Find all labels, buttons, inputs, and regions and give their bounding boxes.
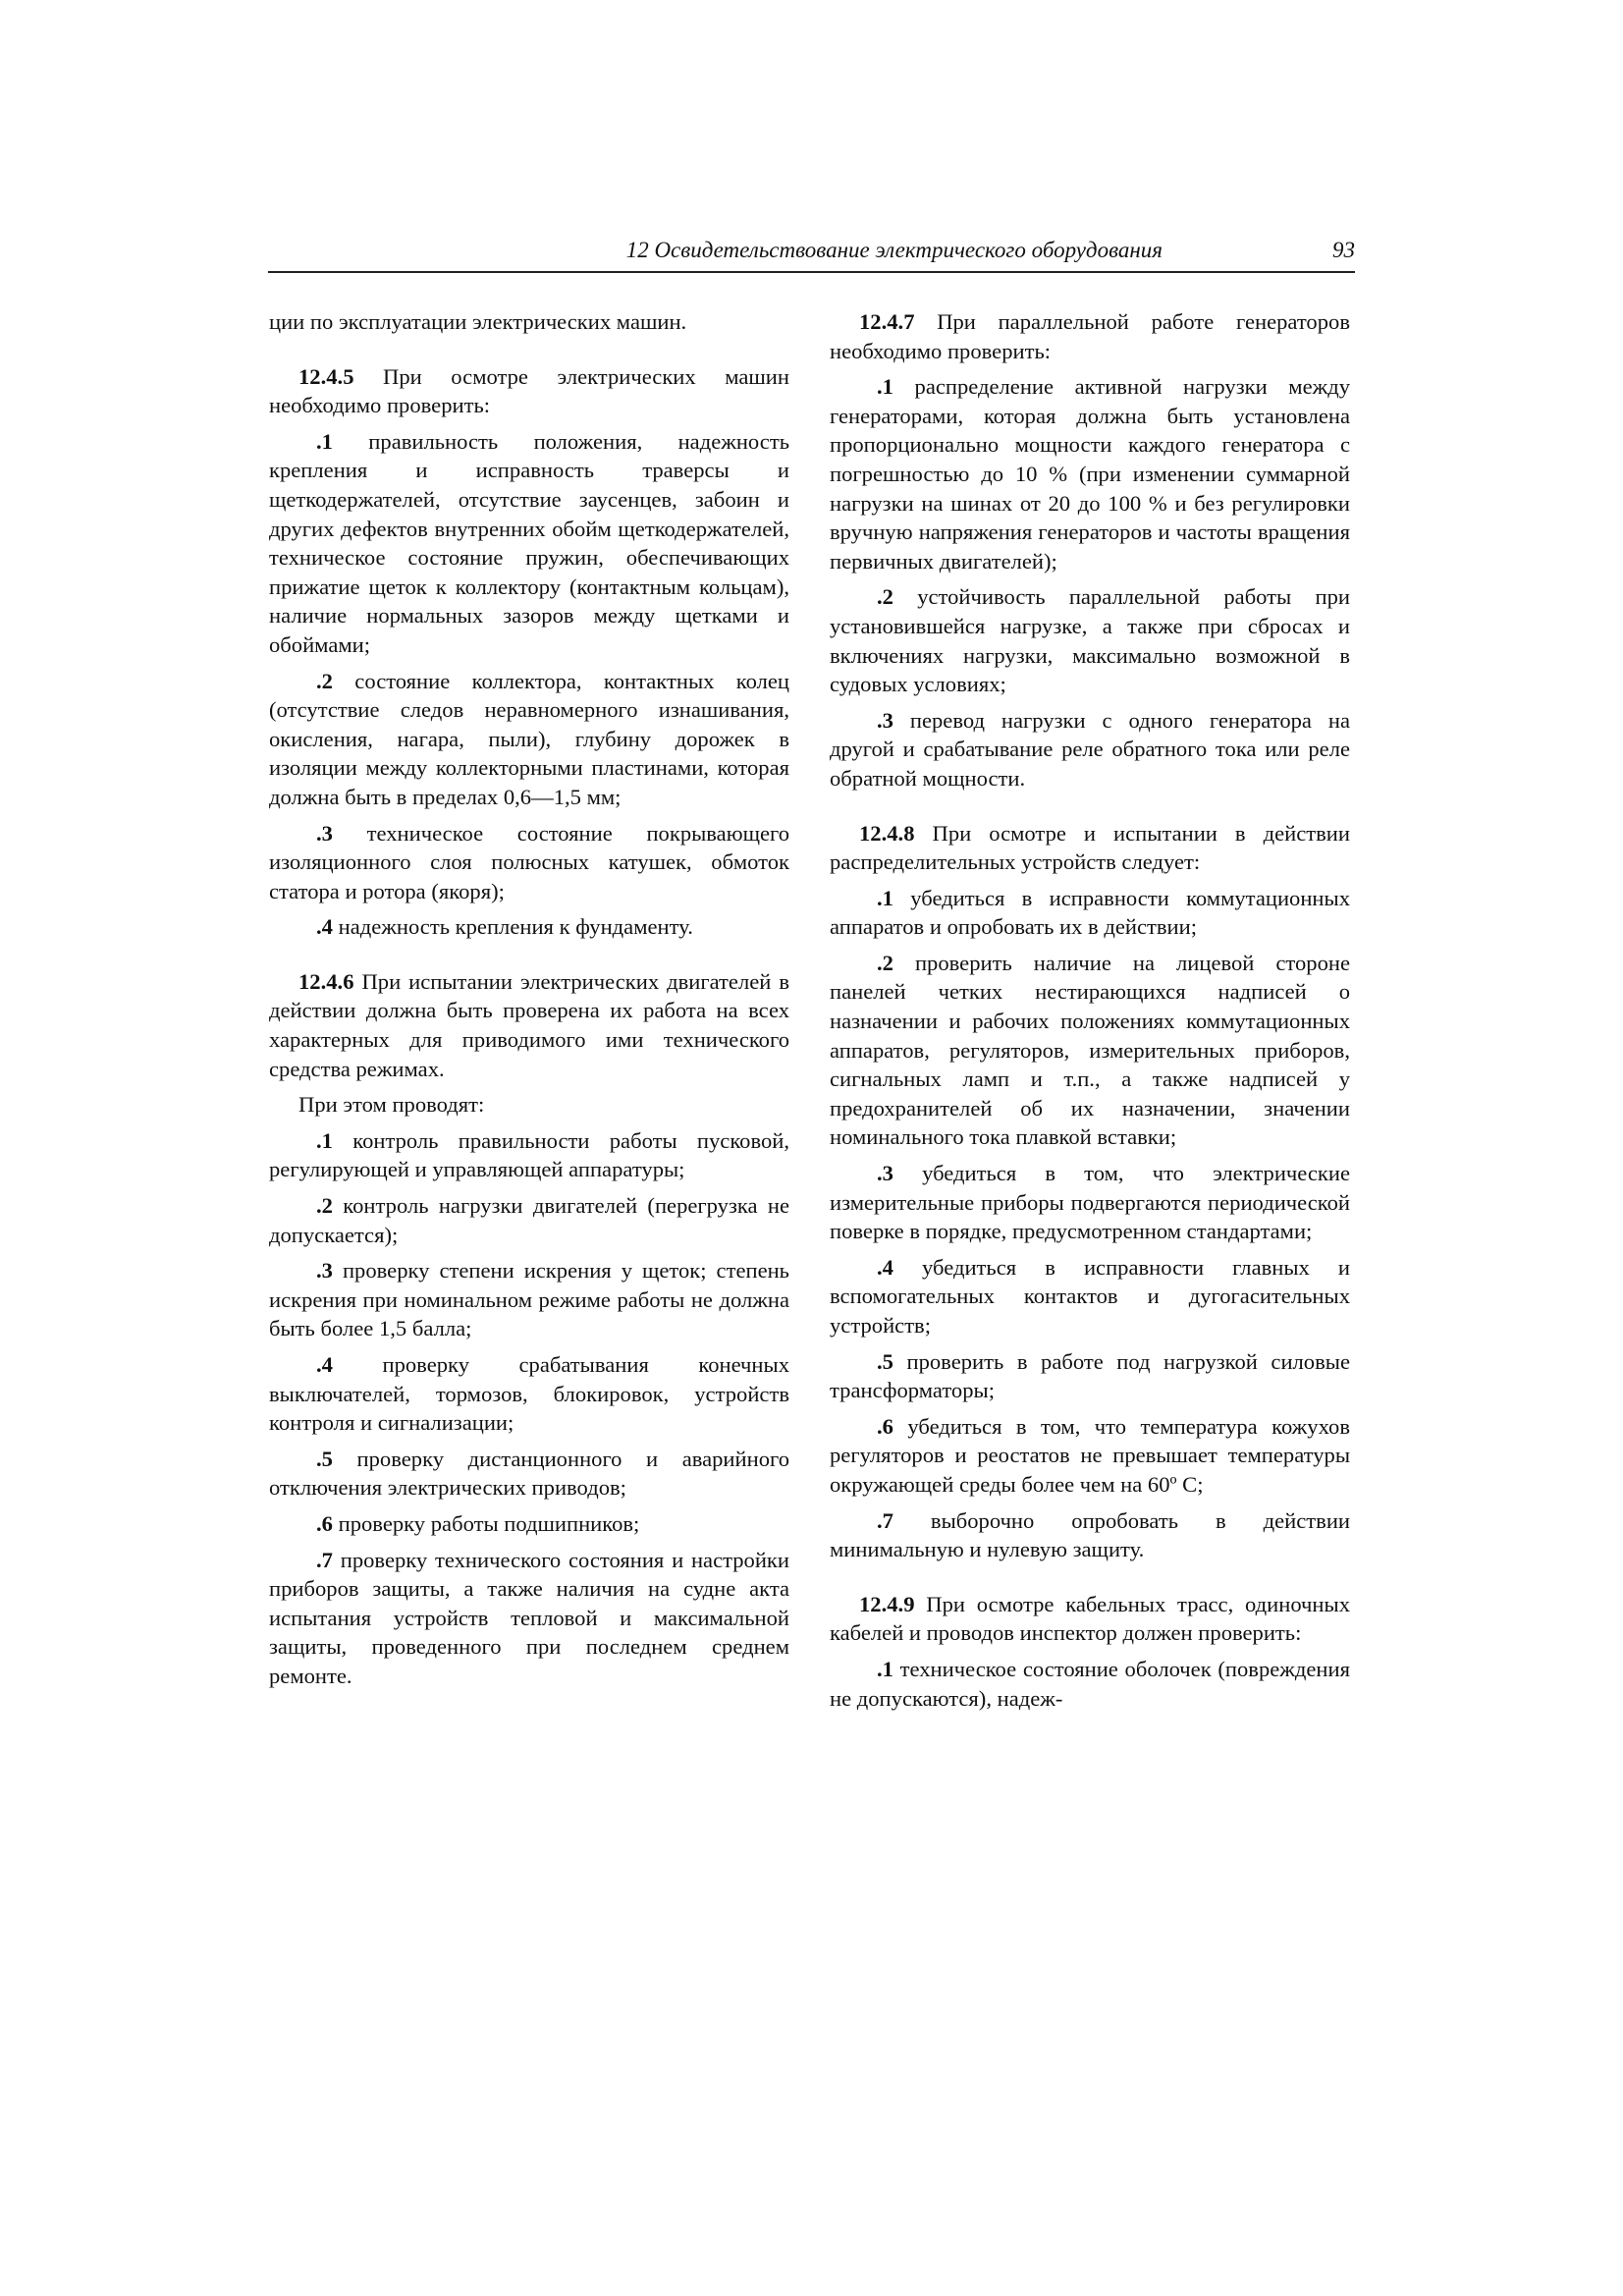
item-number: .6 bbox=[316, 1510, 333, 1536]
item-number: .4 bbox=[877, 1254, 893, 1280]
section-text: При испытании электрических двигателей в действии должна быть проверена их работа на всех характерных для приводимого ими технического средства режимах. bbox=[269, 968, 789, 1081]
item-text: перевод нагрузки с одного генератора на другой и срабатывание реле обратного тока или реле обратной мощности. bbox=[830, 707, 1350, 791]
section-12-4-8 bbox=[830, 819, 1350, 877]
item-number: .3 bbox=[316, 1258, 333, 1284]
item-text: техническое состояние оболочек (повреждения не допускаются), надеж- bbox=[830, 1656, 1350, 1711]
item-number: .1 bbox=[877, 374, 893, 400]
section-text: При осмотре кабельных трасс, одиночных кабелей и проводов инспектор должен проверить: bbox=[830, 1591, 1350, 1646]
section-12-4-7 bbox=[830, 307, 1350, 365]
section-number: 12.4.8 bbox=[859, 820, 915, 846]
list-item bbox=[269, 1546, 789, 1691]
item-text: проверку работы подшипников; bbox=[332, 1510, 640, 1536]
item-text: распределение активной нагрузки между генераторами, которая должна быть установлена пропорционально мощности каждого генератора с погрешностью до 10 % (при изменении суммарной нагрузки на шинах от 20 до 100 % и без регулировки вручную напряжения генераторов и частоты вращения первичных двигателей); bbox=[830, 374, 1350, 574]
list-item bbox=[830, 1347, 1350, 1405]
item-number: .1 bbox=[877, 885, 893, 910]
list-item bbox=[830, 1655, 1350, 1713]
section-number: 12.4.6 bbox=[298, 968, 354, 994]
section-text: При параллельной работе генераторов необходимо проверить: bbox=[830, 309, 1350, 363]
item-number: .2 bbox=[316, 668, 333, 693]
section-text: При осмотре электрических машин необходимо проверить: bbox=[269, 363, 789, 418]
item-text: контроль правильности работы пусковой, регулирующей и управляющей аппаратуры; bbox=[269, 1127, 789, 1182]
item-text: проверку дистанционного и аварийного отключения электрических приводов; bbox=[269, 1446, 789, 1501]
running-header bbox=[268, 236, 1355, 273]
list-item bbox=[269, 1126, 789, 1184]
item-text: надежность крепления к фундаменту. bbox=[332, 914, 693, 940]
list-item bbox=[269, 1191, 789, 1249]
item-number: .5 bbox=[877, 1348, 893, 1374]
item-text: выборочно опробовать в действии минимальную и нулевую защиту. bbox=[830, 1507, 1350, 1562]
item-text: устойчивость параллельной работы при установившейся нагрузке, а также при сбросах и включениях нагрузки, максимально возможной в судовых условиях; bbox=[830, 584, 1350, 697]
item-number: .4 bbox=[316, 1352, 333, 1377]
list-item bbox=[830, 582, 1350, 698]
item-text: убедиться в исправности главных и вспомогательных контактов и дугогасительных устройств; bbox=[830, 1254, 1350, 1338]
item-text: техническое состояние покрывающего изоляционного слоя полюсных катушек, обмоток статора и ротора (якоря); bbox=[269, 820, 789, 903]
item-number: .2 bbox=[316, 1193, 333, 1219]
item-number: .2 bbox=[877, 950, 893, 975]
item-number: .3 bbox=[316, 820, 333, 846]
item-text: убедиться в том, что температура кожухов регуляторов и реостатов не превышает температуры окружающей среды более чем на 60º С; bbox=[830, 1413, 1350, 1497]
item-text: контроль нагрузки двигателей (перегрузка не допускается); bbox=[269, 1193, 789, 1247]
list-item bbox=[269, 819, 789, 906]
item-number: .7 bbox=[316, 1547, 333, 1572]
section-12-4-9 bbox=[830, 1590, 1350, 1648]
list-item bbox=[830, 1506, 1350, 1564]
section-text: При осмотре и испытании в действии распределительных устройств следует: bbox=[830, 820, 1350, 875]
list-item bbox=[830, 949, 1350, 1152]
list-item bbox=[269, 1256, 789, 1343]
list-item bbox=[269, 1350, 789, 1438]
item-text: проверку технического состояния и настройки приборов защиты, а также наличия на судне акта испытания устройств тепловой и максимальной защиты, проведенного при последнем среднем ремонте. bbox=[269, 1547, 789, 1688]
item-text: проверку срабатывания конечных выключателей, тормозов, блокировок, устройств контроля и сигнализации; bbox=[269, 1352, 789, 1436]
item-number: .3 bbox=[877, 707, 893, 733]
section-number: 12.4.7 bbox=[859, 309, 915, 334]
section-number: 12.4.5 bbox=[298, 363, 354, 389]
list-item bbox=[830, 1159, 1350, 1246]
item-number: .1 bbox=[316, 428, 333, 454]
list-item bbox=[830, 1412, 1350, 1500]
item-number: .7 bbox=[877, 1507, 893, 1533]
item-number: .2 bbox=[877, 584, 893, 610]
lead-text: При этом проводят: bbox=[298, 1092, 485, 1118]
item-text: убедиться в том, что электрические измерительные приборы подвергаются периодической поверке в порядке, предусмотренном стандартами; bbox=[830, 1161, 1350, 1244]
section-12-4-6 bbox=[269, 967, 789, 1083]
item-text: проверить в работе под нагрузкой силовые трансформаторы; bbox=[830, 1348, 1350, 1403]
list-item bbox=[269, 667, 789, 812]
item-number: .6 bbox=[877, 1413, 893, 1439]
continued-paragraph: ции по эксплуатации электрических машин. bbox=[269, 309, 687, 334]
list-item bbox=[269, 1445, 789, 1503]
item-text: проверку степени искрения у щеток; степень искрения при номинальном режиме работы не должна быть более 1,5 балла; bbox=[269, 1258, 789, 1341]
running-header-title: 12 Освидетельствование электрического оборудования bbox=[625, 238, 1163, 262]
item-text: правильность положения, надежность крепления и исправность траверсы и щеткодержателей, отсутствие заусенцев, забоин и других дефектов внутренних обойм щеткодержателей, техническое состояние пружин, обеспечивающих прижатие щеток к коллектору (контактным кольцам), наличие нормальных зазоров между щетками и обоймами; bbox=[269, 428, 789, 657]
item-number: .5 bbox=[316, 1446, 333, 1471]
right-column bbox=[830, 307, 1350, 1713]
item-text: убедиться в исправности коммутационных аппаратов и опробовать их в действии; bbox=[830, 885, 1350, 940]
page-number: 93 bbox=[1332, 238, 1355, 262]
list-item bbox=[830, 372, 1350, 575]
item-number: .1 bbox=[316, 1127, 333, 1153]
section-number: 12.4.9 bbox=[859, 1591, 915, 1616]
left-column bbox=[269, 307, 789, 1691]
list-item bbox=[269, 912, 789, 942]
list-item bbox=[830, 884, 1350, 942]
list-item bbox=[269, 1509, 789, 1539]
item-number: .3 bbox=[877, 1161, 893, 1186]
list-item bbox=[269, 427, 789, 660]
item-text: проверить наличие на лицевой стороне панелей четких нестирающихся надписей о назначении и рабочих положениях коммутационных аппаратов, регуляторов, измерительных приборов, сигнальных ламп и т.п., а также надписей у предохранителей об их назначении, значении номинального тока плавкой вставки; bbox=[830, 950, 1350, 1150]
section-12-4-5 bbox=[269, 362, 789, 420]
item-text: состояние коллектора, контактных колец (отсутствие следов неравномерного изнашивания, окисления, нагара, пыли), глубину дорожек в изоляции между коллекторными пластинами, которая должна быть в пределах 0,6—1,5 мм; bbox=[269, 668, 789, 809]
list-item bbox=[830, 1253, 1350, 1340]
item-number: .1 bbox=[877, 1656, 893, 1681]
list-item bbox=[830, 706, 1350, 793]
item-number: .4 bbox=[316, 914, 333, 940]
